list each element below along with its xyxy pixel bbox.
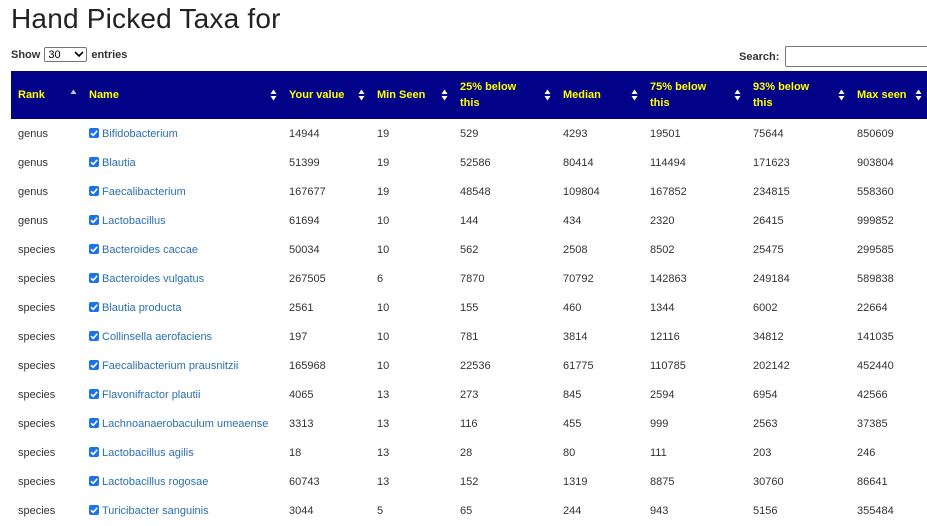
pct25-cell: 144 xyxy=(460,214,479,227)
name-cell xyxy=(82,409,282,438)
pct93-cell: 30760 xyxy=(753,475,784,488)
max-seen-cell: 589838 xyxy=(857,272,894,285)
check-icon xyxy=(89,302,99,312)
rank-cell: species xyxy=(18,446,56,459)
taxon-link[interactable]: Turicibacter sanguinis xyxy=(102,504,209,517)
pct75-cell: 19501 xyxy=(650,127,681,140)
column-header-93-percent-below[interactable] xyxy=(746,71,850,119)
pct25-cell: 52586 xyxy=(460,156,491,169)
check-icon xyxy=(89,447,99,457)
table-row xyxy=(11,177,927,206)
column-header-75-percent-below[interactable] xyxy=(643,71,746,119)
column-header-line: this xyxy=(753,97,773,109)
table-row xyxy=(11,119,927,148)
sort-both-icon xyxy=(544,88,551,102)
column-header-label xyxy=(753,79,850,111)
min-seen-cell: 13 xyxy=(377,417,390,430)
your-value-cell: 197 xyxy=(289,330,308,343)
max-seen-cell: 86641 xyxy=(857,475,888,488)
median-cell: 80414 xyxy=(563,156,594,169)
max-seen-cell: 37385 xyxy=(857,417,888,430)
your-value-cell: 167677 xyxy=(289,185,326,198)
check-icon xyxy=(89,360,99,370)
taxon-link[interactable]: Faecalibacterium xyxy=(102,185,186,198)
entries-length-control xyxy=(11,47,127,62)
your-value-cell: 2561 xyxy=(289,301,314,314)
taxon-checkbox[interactable] xyxy=(89,215,99,225)
max-seen-cell: 903804 xyxy=(857,156,894,169)
pct25-cell: 529 xyxy=(460,127,479,140)
pct25-cell: 273 xyxy=(460,388,479,401)
taxon-link[interactable]: Faecalibacterium prausnitzii xyxy=(102,359,239,372)
entries-label: entries xyxy=(91,48,128,61)
your-value-cell: 51399 xyxy=(289,156,320,169)
column-header-line: Rank xyxy=(18,89,45,101)
your-value-cell: 3044 xyxy=(289,504,314,517)
taxon-link[interactable]: Blautia xyxy=(102,156,136,169)
rank-cell: species xyxy=(18,301,56,314)
table-row xyxy=(11,496,927,525)
check-icon xyxy=(89,273,99,283)
table-row xyxy=(11,467,927,496)
max-seen-cell: 999852 xyxy=(857,214,894,227)
pct25-cell: 7870 xyxy=(460,272,485,285)
min-seen-cell: 10 xyxy=(377,301,390,314)
min-seen-cell: 5 xyxy=(377,504,384,517)
column-header-line: Name xyxy=(89,89,119,101)
table-row xyxy=(11,206,927,235)
max-seen-cell: 246 xyxy=(857,446,876,459)
table-header-row xyxy=(11,71,927,119)
min-seen-cell: 13 xyxy=(377,475,390,488)
median-cell: 845 xyxy=(563,388,582,401)
max-seen-cell: 850609 xyxy=(857,127,894,140)
table-row xyxy=(11,148,927,177)
page-title: Hand Picked Taxa for xyxy=(11,3,281,34)
pct93-cell: 2563 xyxy=(753,417,778,430)
your-value-cell: 165968 xyxy=(289,359,326,372)
max-seen-cell: 22664 xyxy=(857,301,888,314)
column-header-line: this xyxy=(650,97,670,109)
pct75-cell: 2594 xyxy=(650,388,675,401)
pct75-cell: 167852 xyxy=(650,185,687,198)
rank-cell: species xyxy=(18,388,56,401)
column-header-max-seen[interactable] xyxy=(850,71,927,119)
name-cell xyxy=(82,322,282,351)
rank-cell: species xyxy=(18,504,56,517)
rank-cell: species xyxy=(18,330,56,343)
pct93-cell: 6954 xyxy=(753,388,778,401)
rank-cell: genus xyxy=(18,156,48,169)
median-cell: 3814 xyxy=(563,330,588,343)
column-header-line: 75% below xyxy=(650,81,707,93)
sort-both-icon xyxy=(915,88,922,102)
taxon-checkbox[interactable] xyxy=(89,157,99,167)
min-seen-cell: 19 xyxy=(377,127,390,140)
taxon-checkbox[interactable] xyxy=(89,360,99,370)
column-header-line: 93% below xyxy=(753,81,810,93)
rank-cell: species xyxy=(18,475,56,488)
taxon-checkbox[interactable] xyxy=(89,418,99,428)
sort-both-icon xyxy=(358,88,365,102)
max-seen-cell: 452440 xyxy=(857,359,894,372)
taxon-checkbox[interactable] xyxy=(89,505,99,515)
search-input[interactable] xyxy=(785,46,927,67)
rank-cell: genus xyxy=(18,127,48,140)
pct93-cell: 34812 xyxy=(753,330,784,343)
pct75-cell: 943 xyxy=(650,504,669,517)
taxon-checkbox[interactable] xyxy=(89,186,99,196)
pct25-cell: 152 xyxy=(460,475,479,488)
your-value-cell: 267505 xyxy=(289,272,326,285)
rank-cell: species xyxy=(18,417,56,430)
taxon-link[interactable]: Lactobacillus agilis xyxy=(102,446,194,459)
search-label: Search: xyxy=(739,50,780,63)
taxon-link[interactable]: Blautia producta xyxy=(102,301,182,314)
pct25-cell: 116 xyxy=(460,417,478,430)
pct75-cell: 111 xyxy=(650,446,667,459)
max-seen-cell: 42566 xyxy=(857,388,888,401)
check-icon xyxy=(89,418,99,428)
max-seen-cell: 355484 xyxy=(857,504,894,517)
median-cell: 455 xyxy=(563,417,582,430)
taxon-link[interactable]: Lactobacillus rogosae xyxy=(102,475,209,488)
column-header-label xyxy=(460,79,556,111)
entries-select-value: 30 xyxy=(48,48,61,61)
your-value-cell: 4065 xyxy=(289,388,314,401)
chevron-down-icon xyxy=(74,51,84,58)
taxon-link[interactable]: Lactobacillus xyxy=(102,214,166,227)
table-row xyxy=(11,438,927,467)
sort-both-icon xyxy=(838,88,845,102)
column-header-line: this xyxy=(460,97,480,109)
your-value-cell: 50034 xyxy=(289,243,320,256)
pct75-cell: 114494 xyxy=(650,156,686,169)
taxon-link[interactable]: Bifidobacterium xyxy=(102,127,178,140)
taxon-link[interactable]: Flavonifractor plautii xyxy=(102,388,201,401)
taxon-checkbox[interactable] xyxy=(89,273,99,283)
median-cell: 4293 xyxy=(563,127,588,140)
max-seen-cell: 558360 xyxy=(857,185,894,198)
pct25-cell: 562 xyxy=(460,243,479,256)
rank-cell: species xyxy=(18,272,56,285)
median-cell: 80 xyxy=(563,446,576,459)
taxon-link[interactable]: Bacteroides vulgatus xyxy=(102,272,205,285)
min-seen-cell: 10 xyxy=(377,330,390,343)
min-seen-cell: 10 xyxy=(377,359,390,372)
max-seen-cell: 141035 xyxy=(857,330,894,343)
taxon-checkbox[interactable] xyxy=(89,302,99,312)
sort-both-icon xyxy=(734,88,741,102)
check-icon xyxy=(89,215,99,225)
column-header-line: Min Seen xyxy=(377,89,426,101)
your-value-cell: 18 xyxy=(289,446,302,459)
rank-cell: genus xyxy=(18,185,48,198)
table-row xyxy=(11,264,927,293)
name-cell xyxy=(82,206,282,235)
median-cell: 1319 xyxy=(563,475,588,488)
sort-both-icon xyxy=(441,88,448,102)
name-cell xyxy=(82,264,282,293)
column-header-line: Median xyxy=(563,89,601,101)
median-cell: 460 xyxy=(563,301,582,314)
table-row xyxy=(11,293,927,322)
median-cell: 244 xyxy=(563,504,582,517)
pct93-cell: 26415 xyxy=(753,214,784,227)
pct25-cell: 155 xyxy=(460,301,479,314)
name-cell xyxy=(82,351,282,380)
name-cell xyxy=(82,148,282,177)
median-cell: 61775 xyxy=(563,359,594,372)
search-control xyxy=(739,46,927,67)
name-cell xyxy=(82,177,282,206)
min-seen-cell: 13 xyxy=(377,388,390,401)
pct75-cell: 12116 xyxy=(650,330,680,343)
entries-select[interactable] xyxy=(44,47,87,62)
sort-ascending-icon xyxy=(70,88,77,102)
pct93-cell: 25475 xyxy=(753,243,784,256)
check-icon xyxy=(89,186,99,196)
min-seen-cell: 19 xyxy=(377,185,390,198)
name-cell xyxy=(82,496,282,525)
min-seen-cell: 19 xyxy=(377,156,390,169)
sort-both-icon xyxy=(270,88,277,102)
column-header-your-value[interactable] xyxy=(282,71,370,119)
column-header-25-percent-below[interactable] xyxy=(453,71,556,119)
column-header-min-seen[interactable] xyxy=(370,71,453,119)
pct75-cell: 8875 xyxy=(650,475,675,488)
table-row xyxy=(11,409,927,438)
your-value-cell: 61694 xyxy=(289,214,320,227)
taxon-checkbox[interactable] xyxy=(89,447,99,457)
pct25-cell: 28 xyxy=(460,446,473,459)
min-seen-cell: 6 xyxy=(377,272,384,285)
column-header-name[interactable] xyxy=(82,71,282,119)
taxon-checkbox[interactable] xyxy=(89,128,99,138)
pct93-cell: 75644 xyxy=(753,127,784,140)
check-icon xyxy=(89,244,99,254)
rank-cell: species xyxy=(18,359,56,372)
rank-cell: genus xyxy=(18,214,48,227)
taxon-checkbox[interactable] xyxy=(89,476,99,486)
name-cell xyxy=(82,119,282,148)
your-value-cell: 3313 xyxy=(289,417,314,430)
check-icon xyxy=(89,157,99,167)
pct93-cell: 6002 xyxy=(753,301,778,314)
column-header-label xyxy=(650,79,746,111)
pct93-cell: 203 xyxy=(753,446,772,459)
pct93-cell: 234815 xyxy=(753,185,790,198)
pct75-cell: 142863 xyxy=(650,272,687,285)
pct75-cell: 8502 xyxy=(650,243,675,256)
pct93-cell: 5156 xyxy=(753,504,778,517)
column-header-median[interactable] xyxy=(556,71,643,119)
table-row xyxy=(11,351,927,380)
your-value-cell: 14944 xyxy=(289,127,320,140)
pct75-cell: 1344 xyxy=(650,301,675,314)
name-cell xyxy=(82,235,282,264)
min-seen-cell: 10 xyxy=(377,243,390,256)
column-header-line: Max seen xyxy=(857,89,907,101)
check-icon xyxy=(89,128,99,138)
pct93-cell: 249184 xyxy=(753,272,790,285)
column-header-label xyxy=(89,87,282,103)
check-icon xyxy=(89,476,99,486)
pct75-cell: 110785 xyxy=(650,359,686,372)
table-row xyxy=(11,380,927,409)
taxon-checkbox[interactable] xyxy=(89,389,99,399)
taxon-link[interactable]: Bacteroides caccae xyxy=(102,243,198,256)
name-cell xyxy=(82,380,282,409)
column-header-rank[interactable] xyxy=(11,71,82,119)
show-label: Show xyxy=(11,48,41,61)
pct75-cell: 999 xyxy=(650,417,669,430)
name-cell xyxy=(82,438,282,467)
pct93-cell: 171623 xyxy=(753,156,790,169)
min-seen-cell: 10 xyxy=(377,214,390,227)
min-seen-cell: 13 xyxy=(377,446,390,459)
check-icon xyxy=(89,505,99,515)
your-value-cell: 60743 xyxy=(289,475,320,488)
pct25-cell: 781 xyxy=(460,330,479,343)
pct93-cell: 202142 xyxy=(753,359,790,372)
median-cell: 2508 xyxy=(563,243,588,256)
taxon-link[interactable]: Collinsella aerofaciens xyxy=(102,330,213,343)
check-icon xyxy=(89,331,99,341)
taxa-table xyxy=(11,71,927,525)
median-cell: 70792 xyxy=(563,272,594,285)
taxon-checkbox[interactable] xyxy=(89,331,99,341)
pct75-cell: 2320 xyxy=(650,214,675,227)
pct25-cell: 48548 xyxy=(460,185,491,198)
table-row xyxy=(11,235,927,264)
sort-both-icon xyxy=(631,88,638,102)
check-icon xyxy=(89,389,99,399)
column-header-line: 25% below xyxy=(460,81,517,93)
column-header-line: Your value xyxy=(289,89,345,101)
median-cell: 434 xyxy=(563,214,582,227)
pct25-cell: 65 xyxy=(460,504,473,517)
rank-cell: species xyxy=(18,243,56,256)
table-row xyxy=(11,322,927,351)
name-cell xyxy=(82,467,282,496)
name-cell xyxy=(82,293,282,322)
taxon-checkbox[interactable] xyxy=(89,244,99,254)
max-seen-cell: 299585 xyxy=(857,243,894,256)
taxon-link[interactable]: Lachnoanaerobaculum umeaense xyxy=(102,417,269,430)
table-body xyxy=(11,119,927,525)
pct25-cell: 22536 xyxy=(460,359,491,372)
median-cell: 109804 xyxy=(563,185,600,198)
